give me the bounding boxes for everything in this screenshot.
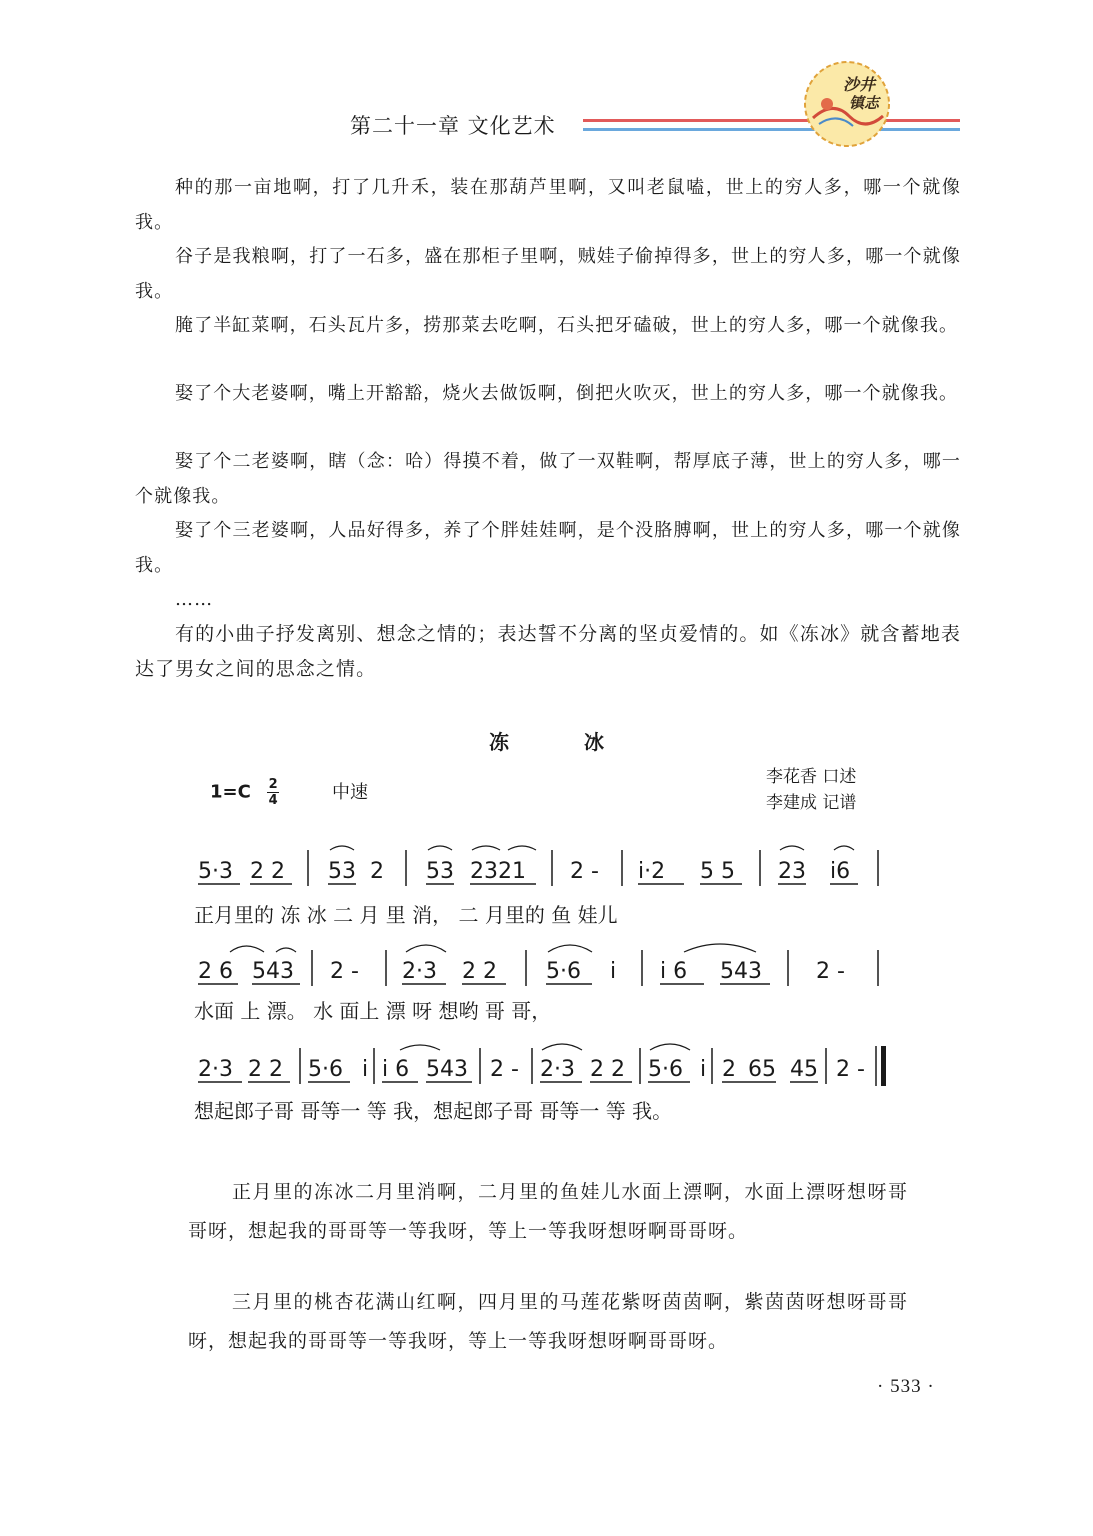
time-signature-bottom: 4 [268, 793, 278, 808]
header-rule-red [583, 119, 960, 122]
paragraph-6: 娶了个三老婆啊，人品好得多，养了个胖娃娃啊，是个没胳膊啊，世上的穷人多，哪一个就像我。 [135, 520, 961, 576]
svg-text:2·3: 2·3 [402, 959, 437, 984]
svg-text:2 2: 2 2 [250, 859, 285, 884]
ellipsis: …… [175, 589, 214, 610]
svg-text:5·3: 5·3 [198, 859, 233, 884]
svg-text:53: 53 [426, 859, 454, 884]
music-score [190, 840, 895, 1140]
svg-text:5·6: 5·6 [648, 1057, 683, 1082]
song-title: 冻 冰 [489, 730, 638, 754]
svg-text:沙井: 沙井 [843, 75, 876, 94]
translation-paragraph-1: 正月里的冻冰二月里消啊，二月里的鱼娃儿水面上漂啊，水面上漂呀想呀哥哥呀，想起我的哥哥等一等我呀，等上一等我呀想呀啊哥哥呀。 [188, 1182, 908, 1242]
paragraph-2: 谷子是我粮啊，打了一石多，盛在那柜子里啊，贼娃子偷掉得多，世上的穷人多，哪一个就像我。 [135, 246, 961, 302]
svg-text:2 -: 2 - [330, 959, 359, 984]
svg-text:65: 65 [748, 1057, 776, 1082]
score-lyrics-line-3: 想起郎子哥 哥等一 等 我，想起郎子哥 哥等一 等 我。 [194, 1099, 673, 1123]
svg-text:543: 543 [252, 959, 294, 984]
svg-text:5·6: 5·6 [308, 1057, 343, 1082]
svg-text:2 -: 2 - [816, 959, 845, 984]
svg-text:i: i [610, 959, 617, 984]
svg-text:2 2: 2 2 [248, 1057, 283, 1082]
svg-text:5·6: 5·6 [546, 959, 581, 984]
svg-text:2 2: 2 2 [462, 959, 497, 984]
score-lyrics-line-1: 正月里的 冻 冰 二 月 里 消， 二 月里的 鱼 娃儿 [194, 903, 618, 927]
svg-text:镇志: 镇志 [849, 94, 880, 112]
svg-text:i: i [362, 1057, 369, 1082]
svg-text:i·2: i·2 [638, 859, 666, 884]
svg-text:2 6: 2 6 [198, 959, 233, 984]
svg-text:2321: 2321 [470, 859, 526, 884]
paragraph-4: 娶了个大老婆啊，嘴上开豁豁，烧火去做饭啊，倒把火吹灭，世上的穷人多，哪一个就像我。 [175, 383, 959, 404]
song-credits [766, 764, 856, 816]
credit-transcriber: 李建成 记谱 [766, 793, 857, 813]
svg-text:45: 45 [790, 1057, 818, 1082]
score-line-1 [198, 850, 878, 886]
key-signature: $1=C \frac{2}{4}$ [210, 777, 278, 808]
credit-narrator: 李花香 口述 [766, 767, 857, 787]
paragraph-5: 娶了个二老婆啊，瞎（念：哈）得摸不着，做了一双鞋啊，帮厚底子薄，世上的穷人多，哪一个就像我。 [135, 451, 961, 507]
tempo-marking: 中速 [332, 782, 368, 803]
svg-text:2: 2 [722, 1057, 736, 1082]
svg-text:i 6: i 6 [382, 1057, 410, 1082]
town-gazetteer-logo [803, 60, 891, 148]
time-signature-top: 2 [268, 777, 278, 792]
paragraph-intro-song: 有的小曲子抒发离别、想念之情的；表达誓不分离的坚贞爱情的。如《冻冰》就含蓄地表达了男女之间的思念之情。 [135, 623, 961, 680]
svg-text:2 -: 2 - [570, 859, 599, 884]
svg-text:2 -: 2 - [836, 1057, 865, 1082]
header-rule-blue [583, 128, 960, 131]
svg-text:5 5: 5 5 [700, 859, 735, 884]
svg-text:i 6: i 6 [660, 959, 688, 984]
svg-text:2: 2 [370, 859, 384, 884]
svg-text:2 2: 2 2 [590, 1057, 625, 1082]
svg-text:2·3: 2·3 [198, 1057, 233, 1082]
svg-text:543: 543 [426, 1057, 468, 1082]
svg-text:i6: i6 [830, 859, 851, 884]
paragraph-1: 种的那一亩地啊，打了几升禾，装在那葫芦里啊，又叫老鼠嗑，世上的穷人多，哪一个就像我。 [135, 177, 961, 233]
svg-text:2·3: 2·3 [540, 1057, 575, 1082]
score-lyrics-line-2: 水面 上 漂。 水 面上 漂 呀 想哟 哥 哥， [194, 999, 552, 1023]
svg-text:543: 543 [720, 959, 762, 984]
svg-text:53: 53 [328, 859, 356, 884]
svg-text:23: 23 [778, 859, 806, 884]
chapter-title: 第二十一章 文化艺术 [350, 114, 556, 138]
svg-text:i: i [700, 1057, 707, 1082]
paragraph-3: 腌了半缸菜啊，石头瓦片多，捞那菜去吃啊，石头把牙磕破，世上的穷人多，哪一个就像我。 [175, 315, 959, 336]
svg-text:2 -: 2 - [490, 1057, 519, 1082]
translation-paragraph-2: 三月里的桃杏花满山红啊，四月里的马莲花紫呀茵茵啊，紫茵茵呀想呀哥哥呀，想起我的哥哥等一等我呀，等上一等我呀想呀啊哥哥呀。 [188, 1292, 908, 1352]
page-number: · 533 · [877, 1376, 935, 1397]
